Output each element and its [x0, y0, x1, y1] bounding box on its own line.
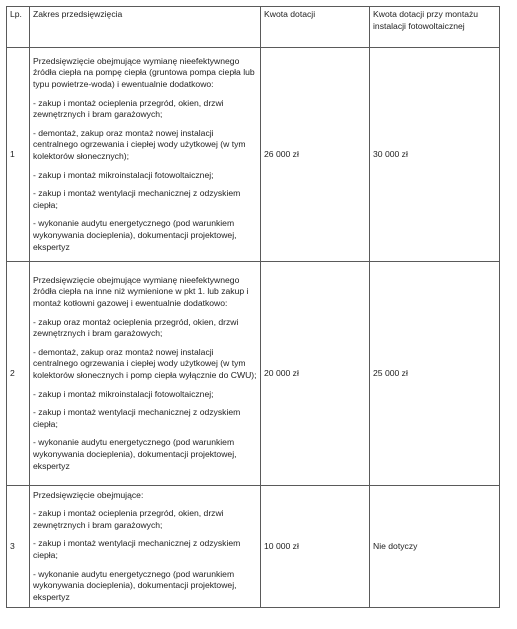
scope-paragraph: - wykonanie audytu energetycznego (pod warunkiem wykonywania docieplenia), dokumentacji projektowej, ekspertyz	[33, 437, 237, 471]
scope-paragraph: - zakup oraz montaż ocieplenia przegród, okien, drzwi zewnętrznych i bram garażowych;	[33, 316, 239, 339]
amount-pv-cell: 30 000 zł	[370, 48, 500, 262]
header-scope: Zakres przedsięwzięcia	[30, 7, 261, 48]
scope-paragraph: - wykonanie audytu energetycznego (pod warunkiem wykonywania docieplenia), dokumentacji projektowej, ekspertyz	[33, 568, 237, 602]
scope-paragraph: - zakup i montaż wentylacji mechanicznej z odzyskiem ciepła;	[33, 407, 241, 429]
amount-cell: 10 000 zł	[261, 486, 370, 608]
scope-paragraph: Przedsięwzięcie obejmujące wymianę nieefektywnego źródła ciepła na inne niż wymienione w pkt 1. lub zakup i montaż kotłowni gazowej i ewentualnie dodatkowo:	[33, 274, 249, 309]
table-row	[7, 48, 500, 262]
amount-pv-cell: 25 000 zł	[370, 262, 500, 486]
scope-paragraph: - zakup i montaż mikroinstalacji fotowoltaicznej;	[33, 169, 214, 180]
subsidy-table	[6, 6, 500, 608]
scope-cell	[30, 48, 261, 262]
row-number: 1	[7, 48, 30, 262]
scope-paragraph: - zakup i montaż mikroinstalacji fotowoltaicznej;	[33, 388, 214, 399]
table-row	[7, 262, 500, 486]
scope-cell	[30, 262, 261, 486]
scope-paragraph: - zakup i montaż wentylacji mechanicznej z odzyskiem ciepła;	[33, 538, 241, 560]
scope-cell	[30, 486, 261, 608]
scope-paragraph: - demontaż, zakup oraz montaż nowej instalacji centralnego ogrzewania i ciepłej wody użytkowej (w tym kolektorów słonecznych);	[33, 127, 246, 161]
scope-paragraph: - zakup i montaż wentylacji mechanicznej z odzyskiem ciepła;	[33, 188, 241, 210]
table-row	[7, 486, 500, 608]
scope-paragraph: Przedsięwzięcie obejmujące wymianę nieefektywnego źródła ciepła na pompę ciepła (gruntowa pompa ciepła lub typu powietrze-woda) i ewentualnie dodatkowo:	[33, 55, 255, 90]
scope-paragraph: - zakup i montaż ocieplenia przegród, okien, drzwi zewnętrznych i bram garażowych;	[33, 508, 224, 530]
row-number: 2	[7, 262, 30, 486]
amount-pv-cell: Nie dotyczy	[370, 486, 500, 608]
header-amount: Kwota dotacji	[261, 7, 370, 48]
scope-paragraph: - wykonanie audytu energetycznego (pod warunkiem wykonywania docieplenia), dokumentacji projektowej, ekspertyz	[33, 218, 237, 252]
row-number: 3	[7, 486, 30, 608]
scope-paragraph: - zakup i montaż ocieplenia przegród, okien, drzwi zewnętrznych i bram garażowych;	[33, 97, 224, 120]
amount-cell: 20 000 zł	[261, 262, 370, 486]
scope-paragraph: Przedsięwzięcie obejmujące:	[33, 489, 144, 500]
header-lp: Lp.	[7, 7, 30, 48]
table-header-row	[7, 7, 500, 48]
header-amount-pv: Kwota dotacji przy montażu instalacji fotowoltaicznej	[370, 7, 500, 48]
document-page	[6, 6, 500, 608]
amount-cell: 26 000 zł	[261, 48, 370, 262]
scope-paragraph: - demontaż, zakup oraz montaż nowej instalacji centralnego ogrzewania i ciepłej wody użytkowej (w tym kolektorów słonecznych i pomp ciepła wyłącznie do CWU);	[33, 346, 257, 380]
